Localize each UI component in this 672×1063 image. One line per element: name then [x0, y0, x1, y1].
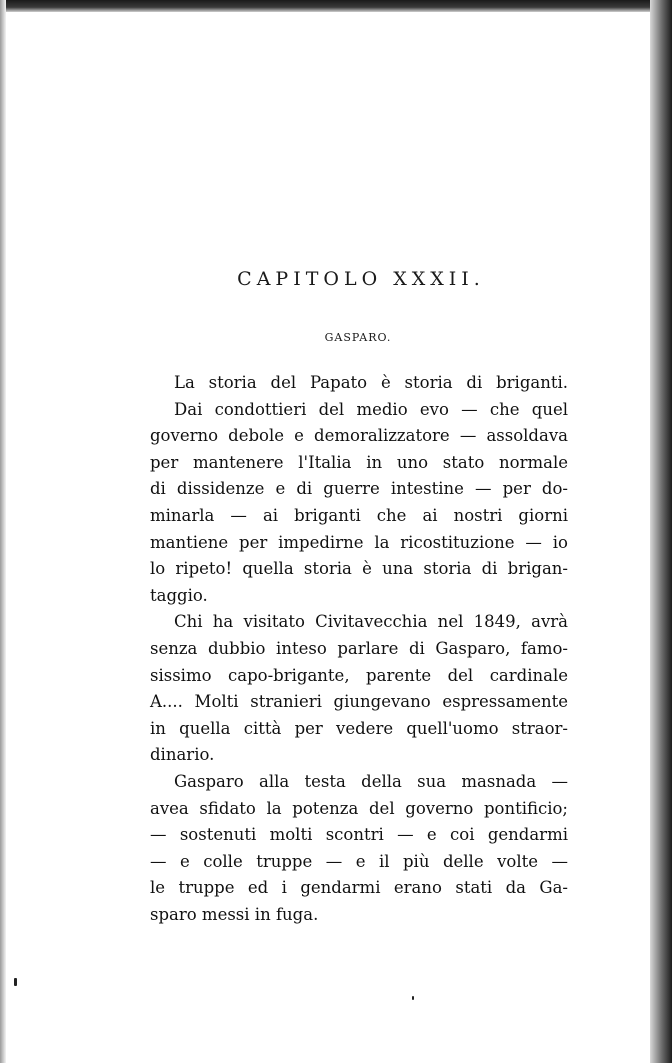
text-line: — e colle truppe — e il più delle volte — [150, 851, 568, 871]
text-line: sissimo capo-brigante, parente del cardinale [150, 665, 568, 685]
text-line: A.... Molti stranieri giungevano espressamente [150, 692, 568, 712]
body-text [150, 370, 568, 928]
text-line: lo ripeto! quella storia è una storia di brigan- [150, 559, 568, 579]
text-line: in quella città per vedere quell'uomo straor- [150, 718, 568, 738]
text-line: mantiene per impedirne la ricostituzione — io [150, 532, 568, 552]
text-line: Chi ha visitato Civitavecchia nel 1849, avrà [174, 612, 568, 632]
text-line: taggio. [150, 585, 208, 605]
text-line: La storia del Papato è storia di briganti. [174, 373, 568, 392]
text-line: le truppe ed i gendarmi erano stati da Ga- [150, 878, 568, 898]
text-line: governo debole e demoralizzatore — assoldava [150, 426, 568, 446]
text-line: di dissidenze e di guerre intestine — per do- [150, 479, 568, 499]
text-line: minarla — ai briganti che ai nostri giorni [150, 505, 568, 525]
section-title: GASPARO. [324, 331, 392, 344]
text-line: avea sfidato la potenza del governo pontificio; [150, 798, 568, 818]
text-line: dinario. [150, 745, 215, 765]
text-line: sparo messi in fuga. [150, 904, 319, 924]
text-line: Gasparo alla testa della sua masnada — [174, 771, 568, 791]
chapter-title: CAPITOLO XXXII. [237, 268, 485, 290]
text-line: per mantenere l'Italia in uno stato normale [150, 452, 568, 472]
text-line: Dai condottieri del medio evo — che quel [174, 399, 568, 419]
text-line: senza dubbio inteso parlare di Gasparo, famo- [150, 638, 568, 658]
text-line: — sostenuti molti scontri — e coi gendarmi [150, 825, 568, 845]
